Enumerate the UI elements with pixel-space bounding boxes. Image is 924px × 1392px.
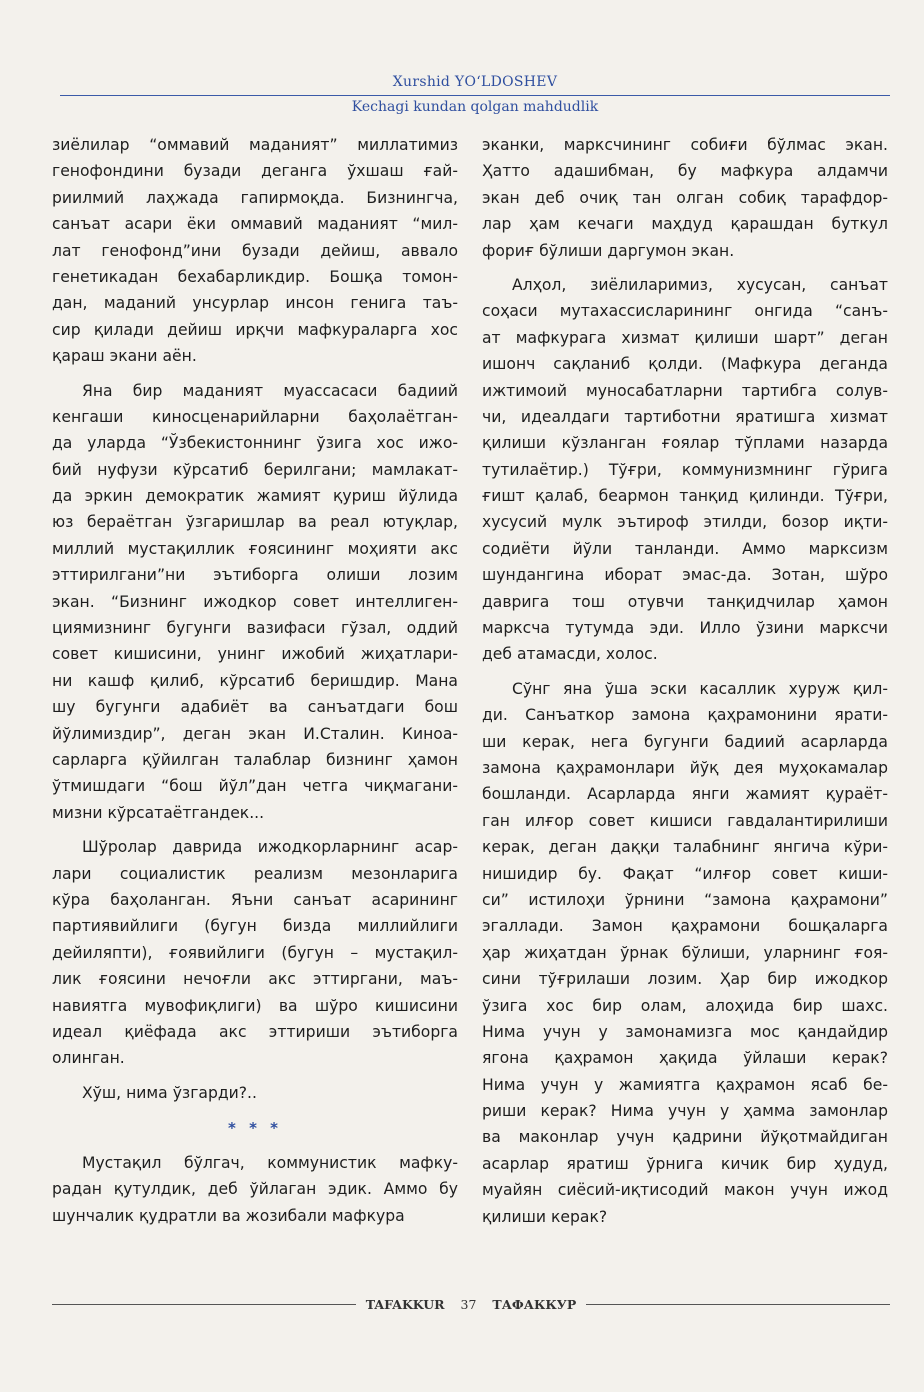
text-line: кўра баҳоланган. Яъни санъат асарининг <box>52 890 458 909</box>
paragraph <box>52 834 458 1072</box>
text-line: керак, деган даққи талабнинг янгича кўри- <box>482 838 888 857</box>
text-line: идеал қиёфада акс эттириши эътиборга <box>52 1022 458 1041</box>
text-line: ҳар жиҳатдан ўрнак бўлиши, уларнинг ғоя- <box>482 943 888 962</box>
text-line: сини тўғрилаши лозим. Ҳар бир ижодкор <box>482 970 888 989</box>
text-line: қараш экани аён. <box>52 347 197 366</box>
text-line: Нима учун у замонамизга мос қандайдир <box>482 1022 888 1041</box>
text-line: юз бераётган ўзгаришлар ва реал ютуқлар, <box>52 513 458 532</box>
text-line: санъат асари ёки оммавий маданият “мил- <box>52 215 458 234</box>
text-line: партиявийлиги (бугун бизда миллийлиги <box>52 917 458 936</box>
text-line: йўлимиздир”, деган экан И.Сталин. Киноа- <box>52 724 458 743</box>
left-column <box>52 132 458 1237</box>
text-line: соҳаси мутахассисларининг онгида “санъ- <box>482 302 888 321</box>
paragraph <box>482 272 888 668</box>
paragraph <box>52 1150 458 1229</box>
text-line: бошланди. Асарларда янги жамият қураёт- <box>482 785 888 804</box>
text-line: Ҳатто адашибман, бу мафкура алдамчи <box>482 162 888 181</box>
text-line: шундангина иборат эмас-да. Зотан, шўро <box>482 566 888 585</box>
text-line: ижтимоий муносабатларни тартибга солув- <box>482 381 888 400</box>
text-line: совет кишисини, унинг ижобий жиҳатлари- <box>52 645 458 664</box>
text-line: лик ғоясини нечоғли акс эттиргани, маъ- <box>52 970 458 989</box>
text-line: экан. “Бизнинг ижодкор совет интеллиген- <box>52 592 458 611</box>
text-line: ди. Санъаткор замона қаҳрамонини ярати- <box>482 706 888 725</box>
text-line: замона қаҳрамонлари йўқ дея муҳокамалар <box>482 758 888 777</box>
text-line: эгаллади. Замон қаҳрамони бошқаларга <box>482 917 888 936</box>
text-line: марксча тутумда эди. Илло ўзини марксчи <box>482 619 888 638</box>
text-line: нишидир бу. Фақат “илғор совет киши- <box>482 864 888 883</box>
text-line: эттирилгани”ни эътиборга олиши лозим <box>52 566 458 585</box>
text-line: радан қутулдик, деб ўйлаган эдик. Аммо бу <box>52 1180 458 1199</box>
section-separator: * * * <box>228 1119 282 1138</box>
text-line: Хўш, нима ўзгарди?.. <box>82 1083 257 1102</box>
footer-rule-right <box>586 1304 890 1305</box>
text-line: даврига тош отувчи танқидчилар ҳамон <box>482 592 888 611</box>
text-line: Сўнг яна ўша эски касаллик хуруж қил- <box>512 679 888 698</box>
text-line: циямизнинг бугунги вазифаси гўзал, оддий <box>52 619 458 638</box>
text-line: чи, идеалдаги тартиботни яратишга хизмат <box>482 407 888 426</box>
text-line: ягона қаҳрамон ҳақида ўйлаши керак? <box>482 1049 888 1068</box>
footer-rule-left <box>52 1304 356 1305</box>
text-line: лари социалистик реализм мезонларига <box>52 864 458 883</box>
text-line: қилиши керак? <box>482 1207 608 1226</box>
text-line: риши керак? Нима учун у ҳамма замонлар <box>482 1102 888 1121</box>
page-number: 37 <box>460 1297 477 1312</box>
header-author: Xurshid YO‘LDOSHEV <box>392 74 558 90</box>
text-line: ган илғор совет кишиси гавдалантирилиши <box>482 811 888 830</box>
footer-title-cyrillic: ТАФАККУР <box>492 1297 577 1312</box>
text-line: мизни кўрсатаётгандек... <box>52 803 265 822</box>
text-line: шунчалик қудратли ва жозибали мафкура <box>52 1206 405 1225</box>
text-line: фориғ бўлиши даргумон экан. <box>482 241 735 260</box>
text-line: лат генофонд”ини бузади дейиш, аввало <box>52 241 458 260</box>
header-divider <box>60 95 890 96</box>
text-line: си” истилоҳи ўрнини “замона қаҳрамони” <box>482 890 888 909</box>
text-line: Алҳол, зиёлиларимиз, хусусан, санъат <box>512 275 888 294</box>
text-line: ши керак, нега бугунги бадиий асарларда <box>482 732 888 751</box>
text-line: деб атамасди, холос. <box>482 645 658 664</box>
paragraph <box>52 378 458 827</box>
text-line: да эркин демократик жамият қуриш йўлида <box>52 487 458 506</box>
text-line: генетикадан бехабарликдир. Бошқа томон- <box>52 267 458 286</box>
footer-title-latin: TAFAKKUR <box>365 1297 445 1312</box>
text-line: сир қилади дейиш ирқчи мафкураларга хос <box>52 320 458 339</box>
text-line: Шўролар даврида ижодкорларнинг асар- <box>82 838 458 857</box>
text-line: зиёлилар “оммавий маданият” миллатимиз <box>52 136 458 154</box>
text-line: экан деб очиқ тан олган собиқ тарафдор- <box>482 188 888 207</box>
text-line: ат мафкурага хизмат қилиши шарт” деган <box>482 328 888 347</box>
text-line: дейиляпти), ғоявийлиги (бугун – мустақил- <box>52 943 458 962</box>
text-line: муайян сиёсий-иқтисодий макон учун ижод <box>482 1181 888 1200</box>
text-line: да уларда “Ўзбекистоннинг ўзига хос ижо- <box>52 434 458 453</box>
text-line: қилиши кўзланган ғоялар тўплами назарда <box>482 434 888 453</box>
text-line: миллий мустақиллик ғоясининг моҳияти акс <box>52 539 458 558</box>
text-line: навиятга мувофиқлиги) ва шўро кишисини <box>52 996 458 1015</box>
text-line: ни кашф қилиб, кўрсатиб беришдир. Мана <box>52 671 458 690</box>
text-line: олинган. <box>52 1049 125 1068</box>
text-line: асарлар яратиш ўрнига кичик бир ҳудуд, <box>482 1154 888 1173</box>
text-line: ва маконлар учун қадрини йўқотмайдиган <box>482 1128 888 1147</box>
text-line: ғишт қалаб, беармон танқид қилинди. Тўғри, <box>482 487 888 506</box>
text-line: хусусий мулк эътироф этилди, бозор иқти- <box>482 513 888 532</box>
paragraph <box>482 676 888 1230</box>
text-line: Нима учун у жамиятга қаҳрамон ясаб бе- <box>482 1075 888 1094</box>
text-line: тутилаётир.) Тўғри, коммунизмнинг гўрига <box>482 460 888 479</box>
text-line: лар ҳам кечаги маҳдуд қарашдан буткул <box>482 215 888 234</box>
text-line: сарларга қўйилган талаблар бизнинг ҳамон <box>52 750 458 769</box>
paragraph <box>52 1080 458 1106</box>
text-line: Мустақил бўлгач, коммунистик мафку- <box>82 1154 458 1173</box>
right-column <box>482 132 888 1238</box>
header-title: Kechagi kundan qolgan mahdudlik <box>351 99 599 115</box>
footer <box>52 1297 890 1312</box>
text-line: ўтмишдаги “бош йўл”дан четга чиқмагани- <box>52 777 458 796</box>
text-line: риилмий лаҳжада гапирмоқда. Бизнингча, <box>52 188 458 207</box>
text-line: шу бугунги адабиёт ва санъатдаги бош <box>52 698 458 717</box>
text-line: дан, маданий унсурлар инсон генига таъ- <box>52 294 458 313</box>
text-line: генофондини бузади деганга ўхшаш ғай- <box>52 162 458 181</box>
paragraph <box>482 132 888 264</box>
text-line: ўзига хос бир олам, алоҳида бир шахс. <box>482 996 888 1015</box>
text-line: ишонч сақланиб қолди. (Мафкура деганда <box>482 355 888 374</box>
paragraph <box>52 132 458 370</box>
text-line: эканки, марксчининг собиғи бўлмас экан. <box>482 136 888 154</box>
text-line: Яна бир маданият муассасаси бадиий <box>82 381 458 400</box>
text-line: бий нуфузи кўрсатиб берилгани; мамлакат- <box>52 460 458 479</box>
text-line: содиёти йўли танланди. Аммо марксизм <box>482 539 888 558</box>
text-line: кенгаши киносценарийларни баҳолаётган- <box>52 407 458 426</box>
